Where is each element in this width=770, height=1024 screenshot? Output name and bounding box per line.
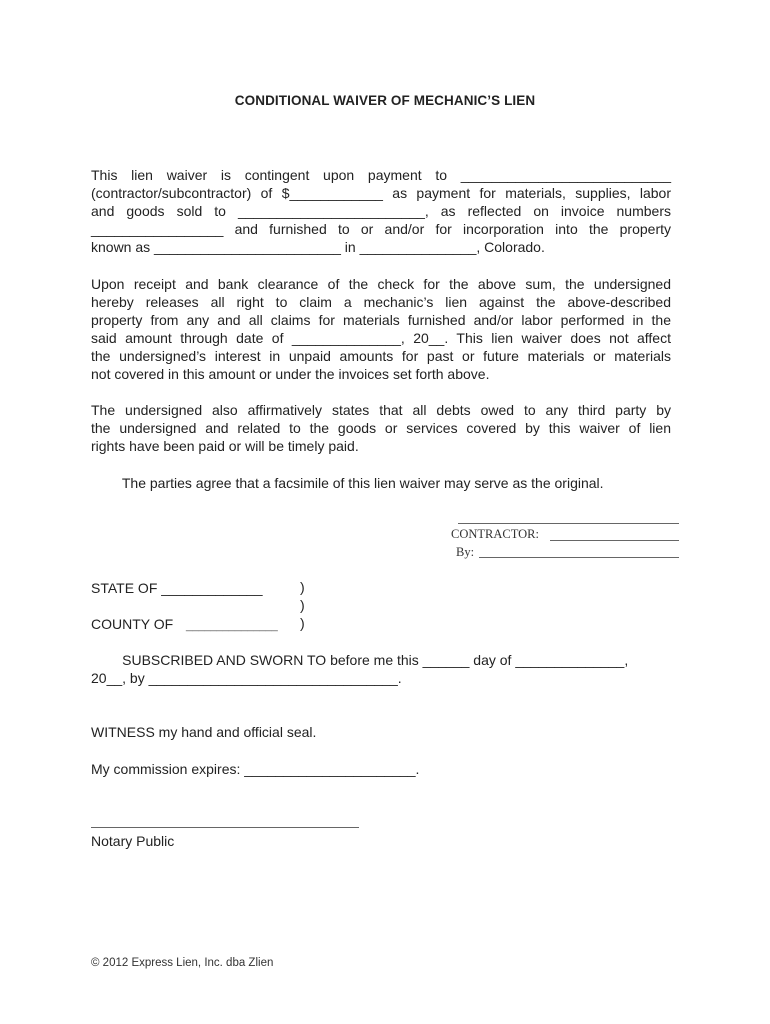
contractor-top-line[interactable]	[458, 523, 679, 524]
copyright-footer: © 2012 Express Lien, Inc. dba Zlien	[91, 957, 274, 969]
paragraph-3-line-1: The undersigned also affirmatively states that all debts owed to any third party by	[91, 402, 671, 418]
sworn-line-2: 20__, by ________________________________.	[91, 670, 402, 686]
county-paren: )	[300, 615, 305, 631]
paragraph-2-line-6: not covered in this amount or under the invoices set forth above.	[91, 366, 490, 382]
notary-public-label: Notary Public	[91, 833, 175, 849]
state-paren: )	[300, 579, 305, 595]
paragraph-1-line-2: (contractor/subcontractor) of $____________ as payment for materials, supplies, labor	[91, 185, 671, 201]
paragraph-2-line-1: Upon receipt and bank clearance of the check for the above sum, the undersigned	[91, 276, 671, 292]
commission-expires: My commission expires: ______________________.	[91, 761, 420, 777]
paragraph-1-line-5: known as ________________________ in _______________, Colorado.	[91, 239, 545, 255]
document-title: CONDITIONAL WAIVER OF MECHANIC’S LIEN	[234, 93, 536, 108]
paragraph-2-line-4: said amount through date of ______________, 20__. This lien waiver does not affect	[91, 330, 671, 346]
state-of-field[interactable]: STATE OF _____________	[91, 580, 263, 596]
paragraph-1-line-3: and goods sold to ________________________, as reflected on invoice numbers	[91, 203, 671, 219]
paragraph-3-line-2: the undersigned and related to the goods or services covered by this waiver of lien	[91, 420, 671, 436]
paragraph-2-line-3: property from any and all claims for materials furnished and/or labor performed in the	[91, 312, 671, 328]
by-signature-line[interactable]	[479, 557, 679, 558]
paragraph-1-line-1: This lien waiver is contingent upon payment to ___________________________	[91, 167, 671, 183]
sworn-line-1: SUBSCRIBED AND SWORN TO before me this ______ day of ______________,	[91, 652, 629, 668]
paragraph-3-line-3: rights have been paid or will be timely paid.	[91, 438, 359, 454]
notary-signature-line[interactable]	[91, 827, 359, 828]
witness-statement: WITNESS my hand and official seal.	[91, 724, 317, 740]
contractor-name-line[interactable]	[550, 540, 679, 541]
county-of-label: COUNTY OF	[91, 616, 174, 632]
paragraph-2-line-5: the undersigned’s interest in unpaid amounts for past or future materials or materials	[91, 348, 671, 364]
county-of-blank[interactable]: _______________	[186, 620, 278, 632]
middle-paren: )	[300, 597, 305, 613]
paragraph-1-line-4: _________________ and furnished to or and/or for incorporation into the property	[91, 221, 671, 237]
paragraph-4: The parties agree that a facsimile of this lien waiver may serve as the original.	[91, 475, 604, 491]
paragraph-2-line-2: hereby releases all right to claim a mechanic’s lien against the above-described	[91, 294, 671, 310]
by-label: By:	[456, 545, 475, 559]
contractor-label: CONTRACTOR:	[451, 527, 539, 541]
